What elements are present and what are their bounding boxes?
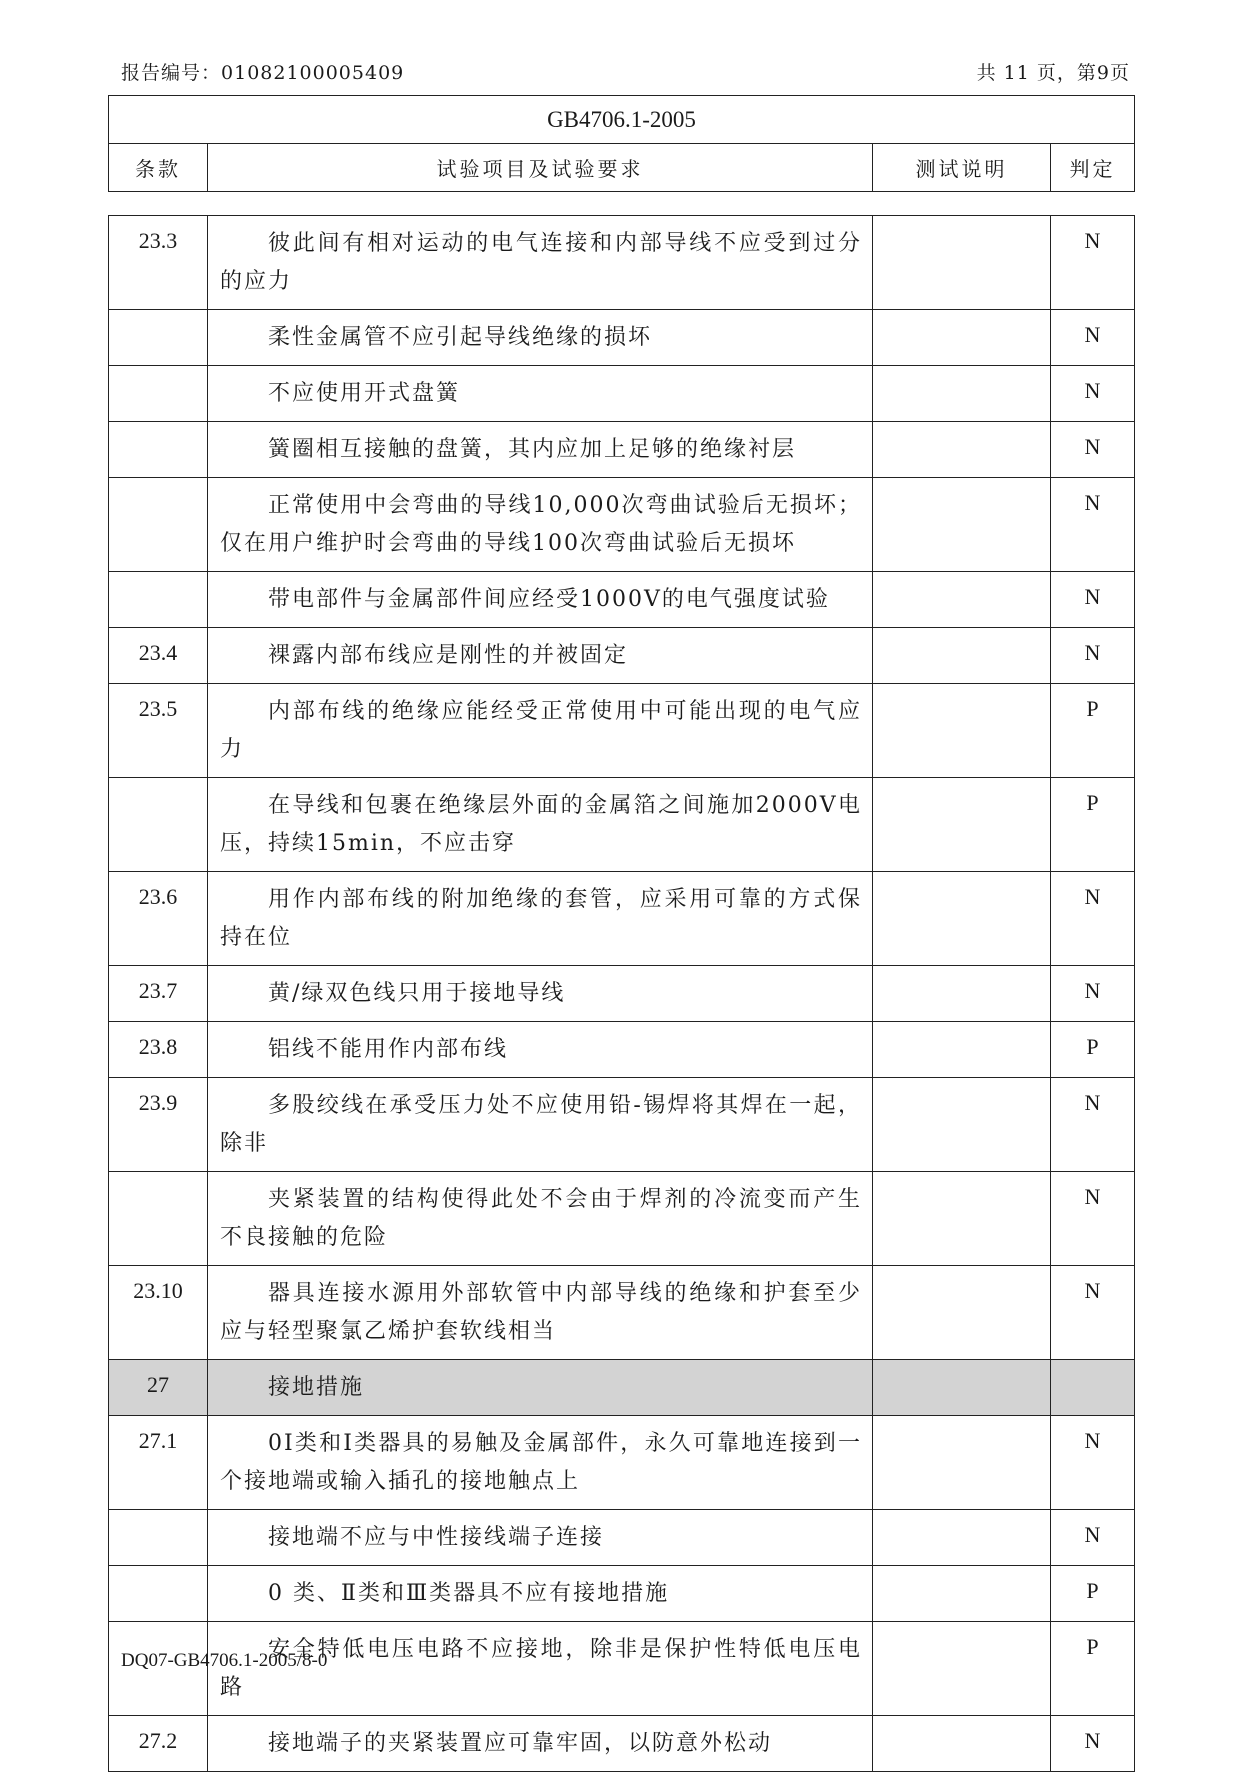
- standard-title: GB4706.1-2005: [109, 96, 1135, 144]
- clause-cell: 23.3: [109, 216, 208, 310]
- requirement-text: 器具连接水源用外部软管中内部导线的绝缘和护套至少应与轻型聚氯乙烯护套软线相当: [220, 1281, 862, 1344]
- table-row: [109, 778, 1135, 872]
- remark-cell: [873, 422, 1051, 478]
- table-row: [109, 216, 1135, 310]
- remark-cell: [873, 778, 1051, 872]
- verdict-cell: N: [1051, 1078, 1135, 1172]
- requirement-cell: [208, 1360, 873, 1416]
- clause-cell: [109, 1566, 208, 1622]
- remark-cell: [873, 1622, 1051, 1716]
- requirement-text: 柔性金属管不应引起导线绝缘的损坏: [268, 325, 653, 350]
- requirement-cell: [208, 1266, 873, 1360]
- verdict-cell: P: [1051, 1022, 1135, 1078]
- clause-cell: [109, 572, 208, 628]
- requirement-text: 不应使用开式盘簧: [268, 381, 461, 406]
- verdict-cell: N: [1051, 1510, 1135, 1566]
- remark-cell: [873, 1172, 1051, 1266]
- clause-cell: [109, 1172, 208, 1266]
- requirement-cell: [208, 778, 873, 872]
- table-row: [109, 1266, 1135, 1360]
- clause-cell: [109, 310, 208, 366]
- report-number-value: 01082100005409: [221, 62, 405, 84]
- form-code: DQ07-GB4706.1-2005/8-0: [121, 1650, 328, 1671]
- verdict-cell: N: [1051, 966, 1135, 1022]
- verdict-cell: N: [1051, 478, 1135, 572]
- column-header-clause: 条款: [109, 144, 208, 192]
- remark-cell: [873, 1078, 1051, 1172]
- column-header-verdict: 判定: [1051, 144, 1135, 192]
- remark-cell: [873, 1566, 1051, 1622]
- requirement-cell: [208, 572, 873, 628]
- requirement-cell: [208, 1022, 873, 1078]
- table-row: [109, 872, 1135, 966]
- report-number-label: 报告编号：: [121, 62, 222, 84]
- requirement-cell: [208, 478, 873, 572]
- remark-cell: [873, 478, 1051, 572]
- section-row: [109, 1360, 1135, 1416]
- requirement-text: 在导线和包裹在绝缘层外面的金属箔之间施加2000V电压，持续15min，不应击穿: [220, 793, 862, 856]
- remark-cell: [873, 966, 1051, 1022]
- column-header-requirement: 试验项目及试验要求: [208, 144, 873, 192]
- requirement-text: 多股绞线在承受压力处不应使用铅-锡焊将其焊在一起，除非: [220, 1093, 862, 1156]
- clause-cell: 23.6: [109, 872, 208, 966]
- page-indicator: 共 11 页，第9页: [976, 62, 1130, 84]
- verdict-cell: N: [1051, 628, 1135, 684]
- verdict-cell: N: [1051, 216, 1135, 310]
- verdict-cell: N: [1051, 1266, 1135, 1360]
- table-row: [109, 310, 1135, 366]
- remark-cell: [873, 216, 1051, 310]
- requirement-text: 0I类和Ⅰ类器具的易触及金属部件，永久可靠地连接到一个接地端或输入插孔的接地触点上: [220, 1431, 862, 1494]
- clause-cell: 27.2: [109, 1716, 208, 1772]
- clause-cell: 23.5: [109, 684, 208, 778]
- requirement-text: 0 类、Ⅱ类和Ⅲ类器具不应有接地措施: [268, 1581, 670, 1606]
- remark-cell: [873, 310, 1051, 366]
- verdict-cell: N: [1051, 1172, 1135, 1266]
- requirement-cell: [208, 310, 873, 366]
- clause-cell: [109, 422, 208, 478]
- remark-cell: [873, 628, 1051, 684]
- verdict-cell: N: [1051, 366, 1135, 422]
- requirement-cell: [208, 1416, 873, 1510]
- table-row: [109, 422, 1135, 478]
- verdict-cell: N: [1051, 1416, 1135, 1510]
- remark-cell: [873, 1360, 1051, 1416]
- requirement-text: 接地端子的夹紧装置应可靠牢固，以防意外松动: [268, 1731, 773, 1756]
- requirement-cell: [208, 1078, 873, 1172]
- remark-cell: [873, 1022, 1051, 1078]
- requirement-cell: [208, 966, 873, 1022]
- requirement-text: 接地措施: [268, 1375, 365, 1400]
- requirement-cell: [208, 1566, 873, 1622]
- requirement-text: 用作内部布线的附加绝缘的套管，应采用可靠的方式保持在位: [220, 887, 862, 950]
- remark-cell: [873, 872, 1051, 966]
- requirement-text: 接地端不应与中性接线端子连接: [268, 1525, 605, 1550]
- requirement-text: 铝线不能用作内部布线: [268, 1037, 509, 1062]
- clause-cell: 27.1: [109, 1416, 208, 1510]
- requirement-text: 簧圈相互接触的盘簧，其内应加上足够的绝缘衬层: [268, 437, 797, 462]
- column-header-remark: 测试说明: [873, 144, 1051, 192]
- remark-cell: [873, 572, 1051, 628]
- table-row: [109, 1078, 1135, 1172]
- clause-cell: [109, 478, 208, 572]
- table-row: [109, 1510, 1135, 1566]
- clause-cell: 23.9: [109, 1078, 208, 1172]
- requirement-text: 正常使用中会弯曲的导线10,000次弯曲试验后无损坏；仅在用户维护时会弯曲的导线100次弯曲试验后无损坏: [220, 493, 862, 556]
- remark-cell: [873, 1416, 1051, 1510]
- clause-cell: 23.4: [109, 628, 208, 684]
- report-number: [121, 58, 404, 85]
- requirement-cell: [208, 872, 873, 966]
- requirement-text: 彼此间有相对运动的电气连接和内部导线不应受到过分的应力: [220, 231, 862, 294]
- clause-cell: 27: [109, 1360, 208, 1416]
- requirement-cell: [208, 1716, 873, 1772]
- requirement-text: 内部布线的绝缘应能经受正常使用中可能出现的电气应力: [220, 699, 862, 762]
- clause-cell: [109, 778, 208, 872]
- requirement-text: 带电部件与金属部件间应经受1000V的电气强度试验: [268, 587, 830, 612]
- verdict-cell: N: [1051, 422, 1135, 478]
- verdict-cell: N: [1051, 1716, 1135, 1772]
- requirement-cell: [208, 628, 873, 684]
- verdict-cell: [1051, 1360, 1135, 1416]
- requirement-cell: [208, 216, 873, 310]
- requirement-text: 安全特低电压电路不应接地，除非是保护性特低电压电路: [220, 1637, 862, 1700]
- table-row: [109, 1416, 1135, 1510]
- table-row: [109, 366, 1135, 422]
- verdict-cell: N: [1051, 872, 1135, 966]
- requirement-cell: [208, 1510, 873, 1566]
- verdict-cell: P: [1051, 1622, 1135, 1716]
- requirement-cell: [208, 684, 873, 778]
- requirements-table: [108, 215, 1135, 1772]
- verdict-cell: N: [1051, 572, 1135, 628]
- clause-cell: 23.10: [109, 1266, 208, 1360]
- table-row: [109, 1022, 1135, 1078]
- requirement-cell: [208, 366, 873, 422]
- table-row: [109, 478, 1135, 572]
- clause-cell: [109, 1510, 208, 1566]
- verdict-cell: P: [1051, 684, 1135, 778]
- remark-cell: [873, 1266, 1051, 1360]
- table-row: [109, 572, 1135, 628]
- table-row: [109, 1716, 1135, 1772]
- clause-cell: 23.7: [109, 966, 208, 1022]
- remark-cell: [873, 684, 1051, 778]
- requirement-text: 黄/绿双色线只用于接地导线: [268, 981, 566, 1006]
- table-row: [109, 684, 1135, 778]
- table-header: [108, 95, 1135, 192]
- remark-cell: [873, 1716, 1051, 1772]
- verdict-cell: N: [1051, 310, 1135, 366]
- requirement-cell: [208, 1172, 873, 1266]
- verdict-cell: P: [1051, 778, 1135, 872]
- table-row: [109, 1566, 1135, 1622]
- clause-cell: 23.8: [109, 1022, 208, 1078]
- requirement-cell: [208, 422, 873, 478]
- clause-cell: [109, 366, 208, 422]
- remark-cell: [873, 366, 1051, 422]
- table-row: [109, 628, 1135, 684]
- verdict-cell: P: [1051, 1566, 1135, 1622]
- requirement-text: 裸露内部布线应是刚性的并被固定: [268, 643, 629, 668]
- table-row: [109, 966, 1135, 1022]
- table-row: [109, 1172, 1135, 1266]
- remark-cell: [873, 1510, 1051, 1566]
- requirement-text: 夹紧装置的结构使得此处不会由于焊剂的冷流变而产生不良接触的危险: [220, 1187, 862, 1250]
